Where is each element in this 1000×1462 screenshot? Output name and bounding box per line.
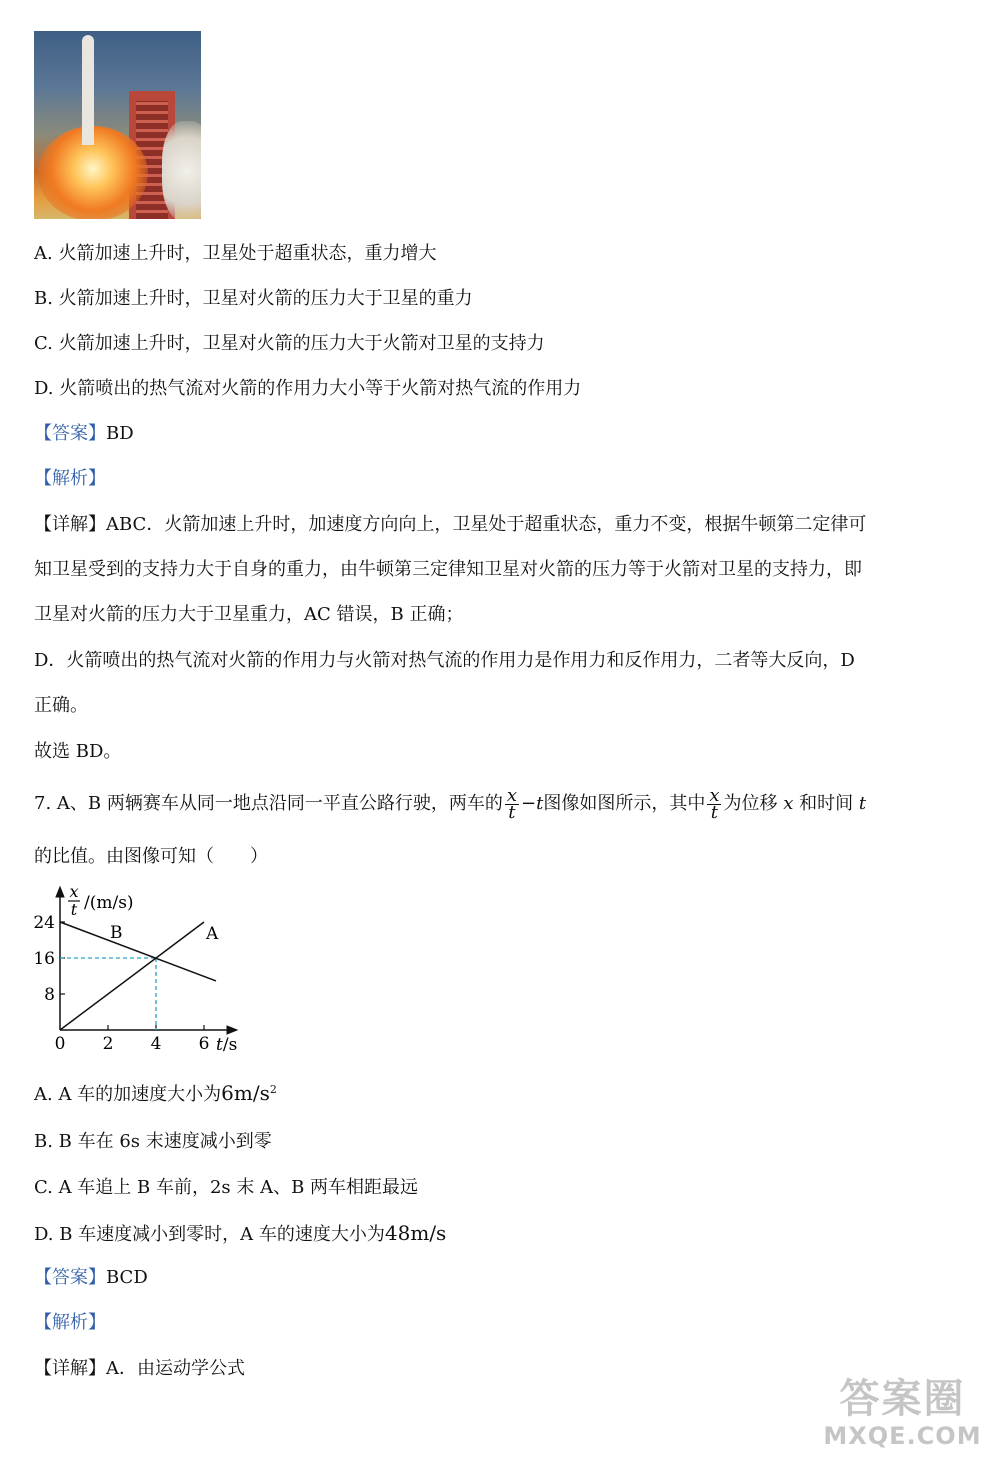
q6-answer [34,422,134,446]
var-x: x [783,793,794,814]
q7-stem-text-4: 和时间 [799,793,854,814]
minus-sign: − [521,793,537,814]
q7-detail [34,1357,245,1381]
q6-detail-line-5: 正确。 [34,695,88,716]
fraction-denominator: t [710,801,719,823]
watermark-logo-text: 答案圈 [839,1376,966,1422]
answer-value: BD [106,423,134,444]
fraction-denominator: t [508,801,516,823]
fraction-x-over-t [505,784,519,823]
q6-detail-line-1 [34,513,866,537]
series-label-b: B [110,923,123,943]
y-tick-label: 16 [33,949,55,969]
q6-option-c: C. 火箭加速上升时，卫星对火箭的压力大于火箭对卫星的支持力 [34,333,545,354]
x-tick-label: 4 [150,1034,162,1054]
ylabel-unit: /(m/s) [84,893,134,913]
answer-tag: 【答案】 [34,1267,106,1288]
rocket [82,35,94,145]
x-tick-label: 0 [54,1034,66,1054]
ylabel-denominator: t [70,900,78,919]
xlabel: t/s [216,1035,238,1055]
y-tick-label: 8 [44,985,55,1005]
q7-option-a-sup: 2 [269,1083,277,1096]
var-t-2: t [858,793,867,814]
q7-stem-line-2: 的比值。由图像可知（ ） [34,846,268,867]
fraction-x-over-t-2 [707,784,721,823]
q6-detail-line-4: D．火箭喷出的热气流对火箭的作用力与火箭对热气流的作用力是作用力和反作用力，二者等大反向，D [34,650,855,671]
var-t: t [536,793,544,814]
q7-option-c: C. A 车追上 B 车前，2s 末 A、B 两车相距最远 [34,1177,419,1198]
q7-answer [34,1266,148,1290]
q7-stem-text-3: 为位移 [723,793,778,814]
x-tick-label: 6 [198,1034,210,1054]
q7-option-d-label: D. B 车速度减小到零时，A 车的速度大小为 [34,1224,385,1245]
series-label-a: A [206,924,219,944]
series-line-a [60,922,204,1030]
q7-analysis-tag [34,1311,106,1335]
answer-tag: 【答案】 [34,423,106,444]
q7-stem-line-1 [34,784,867,823]
exhaust-smoke [162,121,201,219]
q6-analysis-tag [34,467,106,491]
analysis-tag: 【解析】 [34,1312,106,1333]
fraction-numerator: x [506,784,517,806]
y-tick-label: 24 [33,913,55,933]
detail-text: ABC．火箭加速上升时，加速度方向向上，卫星处于超重状态，重力不变，根据牛顿第二定律可 [106,514,867,535]
detail-tag: 【详解】 [34,514,106,535]
q7-stem-text-1: 7. A、B 两辆赛车从同一地点沿同一平直公路行驶，两车的 [34,793,503,814]
xt-t-chart [30,878,260,1058]
q7-stem-text-2: 图像如图所示，其中 [543,793,706,814]
watermark-url: MXQE.COM [823,1422,982,1450]
ylabel-numerator: x [69,882,79,901]
q6-detail-line-2: 知卫星受到的支持力大于自身的重力，由牛顿第三定律知卫星对火箭的压力等于火箭对卫星的支持力，即 [34,559,862,580]
q6-option-d: D. 火箭喷出的热气流对火箭的作用力大小等于火箭对热气流的作用力 [34,378,582,399]
answer-value: BCD [106,1267,148,1288]
site-watermark [815,1376,990,1456]
q6-option-a: A. 火箭加速上升时，卫星处于超重状态，重力增大 [34,243,437,264]
rocket-launch-photo [34,31,201,219]
q7-option-a-value: 6m/s [221,1081,270,1105]
analysis-tag: 【解析】 [34,468,106,489]
q7-option-a [34,1078,277,1107]
q6-detail-line-3: 卫星对火箭的压力大于卫星重力，AC 错误，B 正确； [34,604,464,625]
q7-option-d [34,1221,446,1247]
detail-tag: 【详解】 [34,1358,106,1379]
q7-option-b: B. B 车在 6s 末速度减小到零 [34,1131,272,1152]
x-tick-label: 2 [102,1034,114,1054]
q6-conclusion: 故选 BD。 [34,741,122,762]
q7-option-d-value: 48m/s [384,1221,447,1245]
q7-option-a-label: A. A 车的加速度大小为 [34,1084,222,1105]
detail-text: A．由运动学公式 [106,1358,245,1379]
fraction-numerator: x [709,784,720,806]
q6-option-b: B. 火箭加速上升时，卫星对火箭的压力大于卫星的重力 [34,288,473,309]
